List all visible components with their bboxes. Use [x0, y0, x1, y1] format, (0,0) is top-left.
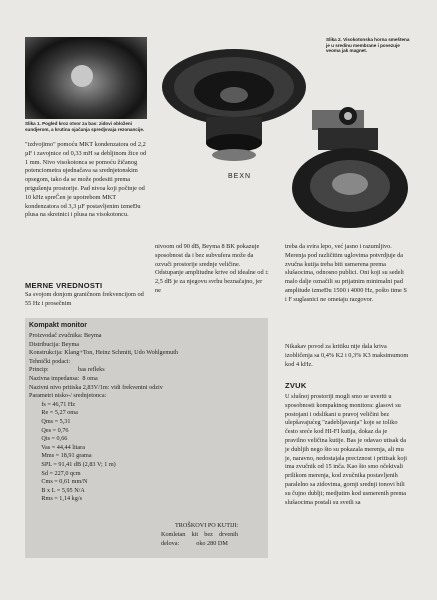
spec-box-title: Kompakt monitor	[29, 322, 87, 329]
spec-line: fs = 46,71 Hz	[29, 400, 76, 408]
spec-line: Cms = 0,61 mm/N	[29, 478, 88, 486]
zvuk-heading: ZVUK	[285, 381, 307, 390]
spec-line: Konstrukcija: Klang+Ton, Heinz Schmitt, Udo Wohlgemuth	[29, 349, 179, 357]
spec-box	[25, 318, 268, 558]
spec-line: Parametri nisko-/ srednjetonca:	[29, 392, 107, 400]
spec-line: Distribucija: Beyma	[29, 340, 80, 348]
photo-bass-port	[25, 37, 147, 119]
spec-line: Qes = 0,76	[29, 426, 69, 434]
spec-line: Qts = 0,66	[29, 435, 68, 443]
woofer-image	[160, 47, 308, 167]
col3-text: treba da svira lepo, već jasno i razumljivo. Merenja pod različitim uglovima potvrdjuje da zvučna kutija treba biti usmerena prema slušaocima, odnosno publici. Oni koji su sedeli malo dalje označili su prijatnim minimalni pad amplitude izmeĐu 1500 i 4000 Hz, pošto time S i F suglasnici ne ometaju razgovor.	[285, 243, 407, 303]
spec-line: Nazivna impedansa: 8 oma	[29, 374, 98, 382]
zvuk-text: U slušnoj prostoriji mogli smo se uveriti u sposobnosti kompaktnog monitora: glasovi su postojani i odslikani u pravoj veličini bez ulepšavajućeg "zadebljavanja" koje se toliko često sreće kod HI-FI kutija, dokaz da je pravilno veličina kutije. Bas je odavao utisak da je dubljih nego što su pokazala merenja, ali mu je, naravno, nedostajala preciznost i pritisak koji ima zvučnik od 15 inča. Kao što smo očekivali prilikom merenja, kod zvučnika postavljenih paralelno sa zidovima, gornji srednji tonovi bili su čujno dublji; medjutim kod usmerenih prema slušaocima postali su svetli sa	[285, 393, 408, 506]
costs-title: TROŠKOVI PO KUTIJI:	[175, 522, 239, 529]
spec-line: SPL = 91,41 dB (2,83 V; 1 m)	[29, 460, 116, 468]
spec-line: Princip: bas refleks	[29, 366, 105, 374]
spec-line: Mms = 18,91 grama	[29, 452, 92, 460]
handwritten-label: BEXN	[228, 173, 252, 180]
photo1-caption: Slika 1. Pogled kroz otvor za bas: zidovi obloženi sundjerom, a krutina ojačanja spredjvvaja rezonancije.	[25, 121, 145, 132]
photo2-caption: Slika 2. Visokotonska horna smeštena je u sredinu membrane i povezuje veoma jak magnet.	[326, 37, 410, 54]
spec-line: B x L = 5,95 N/A	[29, 486, 85, 494]
spec-line: Rms = 1,14 kg/s	[29, 495, 82, 503]
spec-line: Qms = 5,31	[29, 417, 71, 425]
tweeter-image	[290, 104, 408, 236]
spec-line: Nazivni nivo pritiska 2,83V/1m: vidi frekventni odziv	[29, 383, 163, 391]
merne-heading: MERNE VREDNOSTI	[25, 281, 103, 290]
spec-line: Vas = 44,44 litara	[29, 443, 85, 451]
spec-line: Proizvodač zvučnika: Beyma	[29, 332, 102, 339]
spec-line: Sd = 227,0 qcm	[29, 469, 81, 477]
costs-line1: Komletan kit bez drvenih	[161, 531, 238, 538]
col3-text2: Nikakav povod za kritiku nije dala kriva izobličenja sa 0,4% K2 i 0,3% K3 maksimumom kod 4 kHz.	[285, 343, 409, 368]
bass-port-opening	[71, 65, 93, 87]
col1-intro-text: "izdvojimo" pomoću MKT kondenzatora od 2,2 µF i zavojnice od 0,33 mH sa debljinom žice od 1 mm. Nivo visokotonca se pomoću žičanog potenciometra ujednačava sa srednjetonskim opsegom, tako da se može podesiti prema prigušenju prostorije. Pad nivoa koji počinje od 10 kHz spreČen je upotrebom MKT kondenzatora od 3,3 µF postavljenim izmeĐu plusa na skretnici i plusa na visokotoncu.	[25, 141, 147, 219]
merne-text: Sa svojom donjom graničnom frekvencijom od 55 Hz i prosečnim	[25, 291, 144, 307]
costs-line2: delova: oko 280 DM	[161, 540, 228, 547]
spec-list	[29, 332, 267, 504]
spec-line: Tehnički podaci:	[29, 357, 71, 365]
spec-line: Re = 5,27 oma	[29, 409, 78, 417]
col2-text: nivoom od 90 dB, Beyma 8 BK pokazuje sposobnost da i bez subvufera može da ozvuči prostorije srednje veličine. Odstupanje amplitudne krive od idealne od ± 2,5 dB je za njegovu svrhu beznačajno, jer ne	[155, 243, 269, 294]
